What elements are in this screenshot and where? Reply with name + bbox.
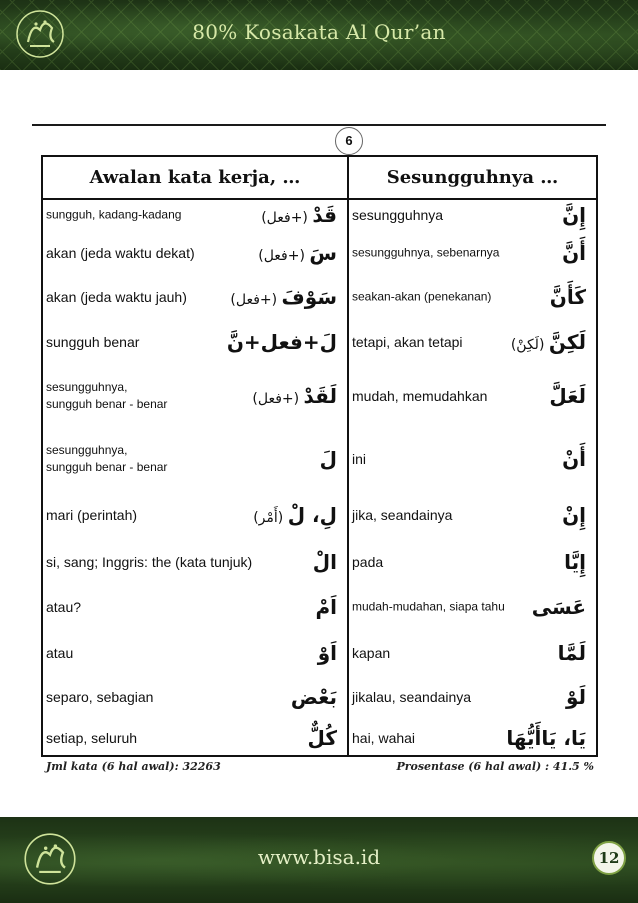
right-meaning-text: jikalau, seandainya (352, 689, 472, 705)
right-cell (349, 364, 596, 427)
left-arabic-word (253, 503, 337, 527)
right-arabic-word (558, 641, 586, 665)
table-row (43, 539, 596, 584)
left-meaning-text: atau? (46, 599, 82, 615)
column-header-left: Awalan kata kerja, … (89, 167, 301, 188)
arabic-term: أَنَّ (562, 240, 586, 265)
left-arabic-word (258, 241, 337, 265)
page-badge: 6 (335, 127, 363, 155)
arabic-note: (لَكِنْ) (510, 336, 549, 353)
left-cell (43, 676, 347, 718)
left-cell (43, 198, 347, 231)
left-meaning-text: sungguh, kadang-kadang (46, 207, 182, 221)
right-meaning-text: jika, seandainya (352, 507, 453, 523)
table-row (43, 198, 596, 231)
table-row (43, 584, 596, 630)
left-cell (43, 274, 347, 319)
arabic-note: (+فعل) (230, 291, 282, 308)
arabic-term: كُلٌّ (307, 725, 337, 750)
right-cell (349, 231, 596, 274)
left-meaning-text: atau (46, 645, 74, 661)
right-arabic-word (562, 203, 586, 227)
left-cell (43, 427, 347, 491)
right-meaning-text: sesungguhnya (352, 206, 444, 223)
table-row (43, 718, 596, 757)
arabic-term: أَنْ (562, 447, 586, 471)
percentage-stat: Prosentase (6 hal awal) : 41.5 % (396, 760, 594, 773)
left-arabic-word (261, 203, 337, 227)
right-cell (349, 676, 596, 718)
left-arabic-word (230, 285, 337, 309)
arabic-note: (+فعل) (261, 209, 313, 226)
left-cell (43, 630, 347, 676)
right-meaning-text: mudah, memudahkan (352, 387, 488, 404)
right-arabic-word (506, 726, 586, 750)
left-meaning-text: sungguh benar (46, 333, 140, 350)
left-meaning-text: mari (perintah) (46, 507, 138, 523)
arabic-term: لَكِنَّ (548, 329, 586, 354)
right-arabic-word (566, 685, 586, 709)
table-row (43, 319, 596, 364)
right-cell (349, 274, 596, 319)
arabic-note: (+فعل) (258, 247, 310, 264)
left-meaning-text: sesungguhnya, sungguh benar - benar (46, 379, 168, 411)
column-header-right: Sesungguhnya … (386, 167, 559, 188)
left-arabic-word (308, 726, 337, 750)
right-cell (349, 539, 596, 584)
right-arabic-word (532, 595, 586, 619)
right-arabic-word (562, 447, 586, 471)
left-meaning-text: si, sang; Inggris: the (kata tunjuk) (46, 553, 253, 570)
left-arabic-word (227, 330, 337, 354)
arabic-term: قَدْ (312, 202, 337, 227)
header-title: 80% Kosakata Al Qur’an (192, 20, 446, 44)
arabic-term: يَا، يَاأَيُّهَا (506, 725, 586, 750)
table-row (43, 630, 596, 676)
word-count-stat: Jml kata (6 hal awal): 32263 (46, 760, 221, 773)
right-meaning-text: pada (352, 553, 384, 570)
left-arabic-word (315, 595, 337, 619)
table-row (43, 676, 596, 718)
arabic-term: لَعَلَّ (549, 383, 586, 408)
arabic-term: سَ (309, 240, 337, 265)
left-cell (43, 491, 347, 539)
arabic-term: لِ، لْ (287, 503, 337, 527)
page-number: 12 (592, 841, 626, 875)
left-arabic-word (318, 641, 337, 665)
left-arabic-word (291, 685, 337, 709)
right-cell (349, 491, 596, 539)
left-arabic-word (320, 447, 337, 471)
left-meaning-text: setiap, seluruh (46, 729, 138, 746)
left-arabic-word (313, 550, 337, 574)
page-rule (32, 124, 606, 126)
right-cell (349, 718, 596, 757)
right-meaning-text: tetapi, akan tetapi (352, 333, 463, 350)
right-arabic-word (564, 550, 586, 574)
vocabulary-table (41, 155, 598, 757)
right-meaning-text: kapan (352, 645, 391, 661)
arabic-term: عَسَى (531, 595, 586, 619)
table-row (43, 231, 596, 274)
arabic-note: (أَمْر) (253, 510, 288, 526)
left-meaning-text: separo, sebagian (46, 689, 154, 705)
right-cell (349, 198, 596, 231)
right-arabic-word (562, 503, 586, 527)
left-meaning-text: sesungguhnya, sungguh benar - benar (46, 443, 168, 474)
right-meaning-text: ini (352, 451, 367, 467)
table-row (43, 427, 596, 491)
right-cell (349, 319, 596, 364)
left-cell (43, 718, 347, 757)
left-cell (43, 584, 347, 630)
arabic-term: إِنْ (562, 503, 586, 527)
arabic-term: الْ (312, 549, 337, 574)
arabic-term: لَوْ (565, 685, 586, 709)
arabic-term: بَعْض (290, 685, 337, 709)
right-cell (349, 630, 596, 676)
right-arabic-word (562, 241, 586, 265)
left-cell (43, 364, 347, 427)
arabic-note: (+فعل) (252, 390, 304, 407)
arabic-term: كَأَنَّ (549, 284, 586, 309)
right-meaning-text: hai, wahai (352, 729, 416, 746)
arabic-term: لَقَدْ (303, 383, 337, 408)
left-cell (43, 539, 347, 584)
right-arabic-word (511, 330, 586, 354)
left-cell (43, 319, 347, 364)
right-meaning-text: seakan-akan (penekanan) (352, 289, 492, 303)
right-arabic-word (549, 384, 586, 408)
right-meaning-text: mudah-mudahan, siapa tahu (352, 599, 505, 614)
right-cell (349, 427, 596, 491)
arabic-term: اَمْ (315, 595, 337, 619)
arabic-term: لَ (319, 447, 337, 471)
left-arabic-word (252, 384, 337, 408)
left-meaning-text: akan (jeda waktu jauh) (46, 288, 187, 305)
arabic-term: لَ+فعل+نَّ (226, 329, 337, 354)
table-row (43, 364, 596, 427)
right-meaning-text: sesungguhnya, sebenarnya (352, 245, 500, 259)
arabic-term: سَوْفَ (281, 284, 337, 309)
website-link[interactable]: www.bisa.id (257, 845, 381, 869)
arabic-term: اَوْ (317, 641, 337, 665)
arabic-term: إِنَّ (562, 202, 586, 227)
left-cell (43, 231, 347, 274)
page-header (0, 0, 638, 70)
arabic-term: إِيَّا (564, 549, 586, 574)
table-header (43, 157, 596, 200)
right-cell (349, 584, 596, 630)
table-row (43, 274, 596, 319)
right-arabic-word (550, 285, 586, 309)
page-footer (0, 817, 638, 903)
table-row (43, 491, 596, 539)
left-meaning-text: akan (jeda waktu dekat) (46, 244, 195, 261)
arabic-term: لَمَّا (557, 641, 586, 665)
